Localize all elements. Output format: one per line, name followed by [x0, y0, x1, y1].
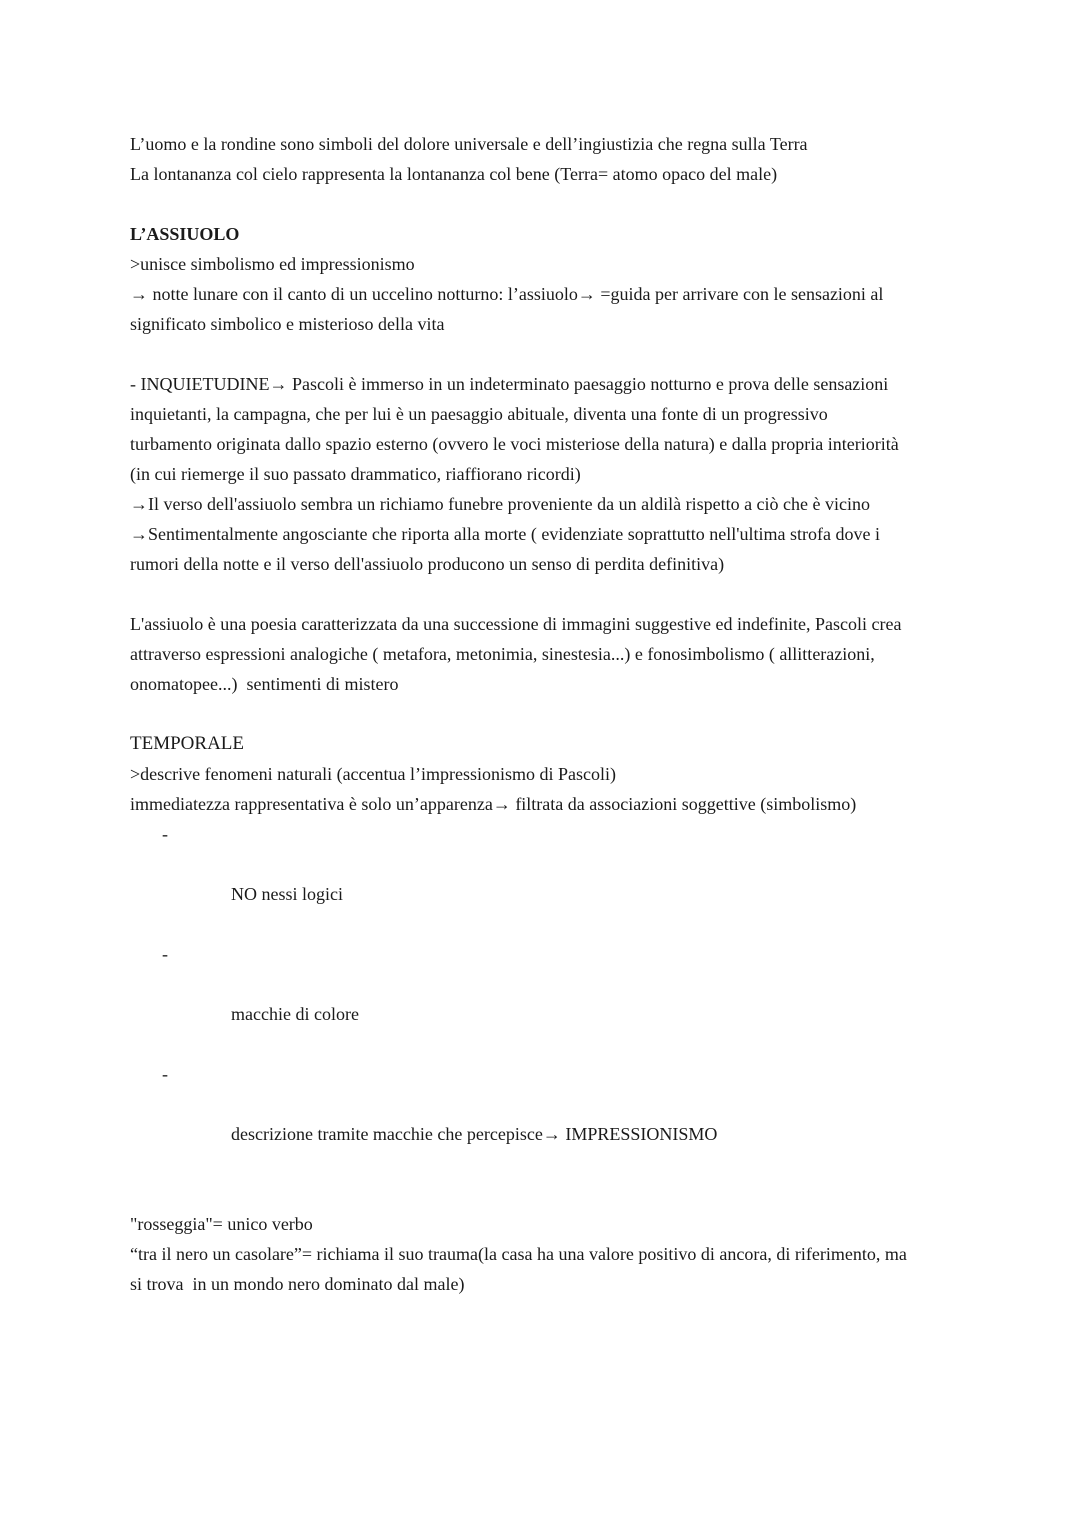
inquietudine-section	[130, 369, 950, 579]
document-page	[130, 129, 950, 1299]
paragraph-gap	[130, 1179, 950, 1209]
bullet-marker: -	[162, 944, 168, 964]
poesia-section	[130, 609, 950, 699]
text-line: → notte lunare con il canto di un uccelino notturno: l’assiuolo→ =guida per arrivare con le sensazioni al	[130, 284, 884, 304]
list-item	[130, 1059, 950, 1179]
paragraph-gap	[130, 699, 950, 729]
text-line: turbamento originata dallo spazio esterno (ovvero le voci misteriose della natura) e dalla propria interiorità	[130, 434, 899, 454]
text-line: - INQUIETUDINE→ Pascoli è immerso in un indeterminato paesaggio notturno e prova delle sensazioni	[130, 374, 889, 394]
text-line: L’uomo e la rondine sono simboli del dolore universale e dell’ingiustizia che regna sulla Terra	[130, 134, 808, 154]
text-line: →Il verso dell'assiuolo sembra un richiamo funebre proveniente da un aldilà rispetto a ciò che è vicino	[130, 494, 871, 514]
list-item-text: descrizione tramite macchie che percepisce→ IMPRESSIONISMO	[231, 1124, 718, 1144]
text-line: La lontananza col cielo rappresenta la lontananza col bene (Terra= atomo opaco del male)	[130, 164, 778, 184]
text-line: >descrive fenomeni naturali (accentua l’impressionismo di Pascoli)	[130, 764, 616, 784]
section-heading-temporale: TEMPORALE	[130, 733, 244, 754]
paragraph-gap	[130, 189, 950, 219]
bullet-marker: -	[162, 824, 168, 844]
text-line: attraverso espressioni analogiche ( metafora, metonimia, sinestesia...) e fonosimbolismo ( allitterazioni,	[130, 644, 875, 664]
text-line: inquietanti, la campagna, che per lui è un paesaggio abituale, diventa una fonte di un progressivo	[130, 404, 828, 424]
list-item	[130, 939, 950, 1059]
text-line: immediatezza rappresentativa è solo un’apparenza→ filtrata da associazioni soggettive (simbolismo)	[130, 794, 857, 814]
temporale-section	[130, 729, 950, 1179]
text-line: >unisce simbolismo ed impressionismo	[130, 254, 415, 274]
assiuolo-section	[130, 219, 950, 339]
text-line: rumori della notte e il verso dell'assiuolo producono un senso di perdita definitiva)	[130, 554, 725, 574]
closing-section	[130, 1209, 950, 1299]
text-line: "rosseggia"= unico verbo	[130, 1214, 313, 1234]
intro-section	[130, 129, 950, 189]
text-line: L'assiuolo è una poesia caratterizzata da una successione di immagini suggestive ed indefinite, Pascoli crea	[130, 614, 902, 634]
paragraph-gap	[130, 339, 950, 369]
text-line: significato simbolico e misterioso della vita	[130, 314, 445, 334]
text-line: si trova in un mondo nero dominato dal male)	[130, 1274, 465, 1294]
text-line: “tra il nero un casolare”= richiama il suo trauma(la casa ha una valore positivo di ancora, di riferimento, ma	[130, 1244, 907, 1264]
list-item	[130, 819, 950, 939]
list-item-text: macchie di colore	[231, 1004, 359, 1024]
bullet-marker: -	[162, 1064, 168, 1084]
text-line: (in cui riemerge il suo passato drammatico, riaffiorano ricordi)	[130, 464, 581, 484]
list-item-text: NO nessi logici	[231, 884, 343, 904]
section-heading-assiuolo: L’ASSIUOLO	[130, 224, 240, 244]
text-line: onomatopee...) sentimenti di mistero	[130, 674, 399, 694]
text-line: →Sentimentalmente angosciante che riporta alla morte ( evidenziate soprattutto nell'ultima strofa dove i	[130, 524, 880, 544]
bullet-list	[130, 819, 950, 1179]
paragraph-gap	[130, 579, 950, 609]
